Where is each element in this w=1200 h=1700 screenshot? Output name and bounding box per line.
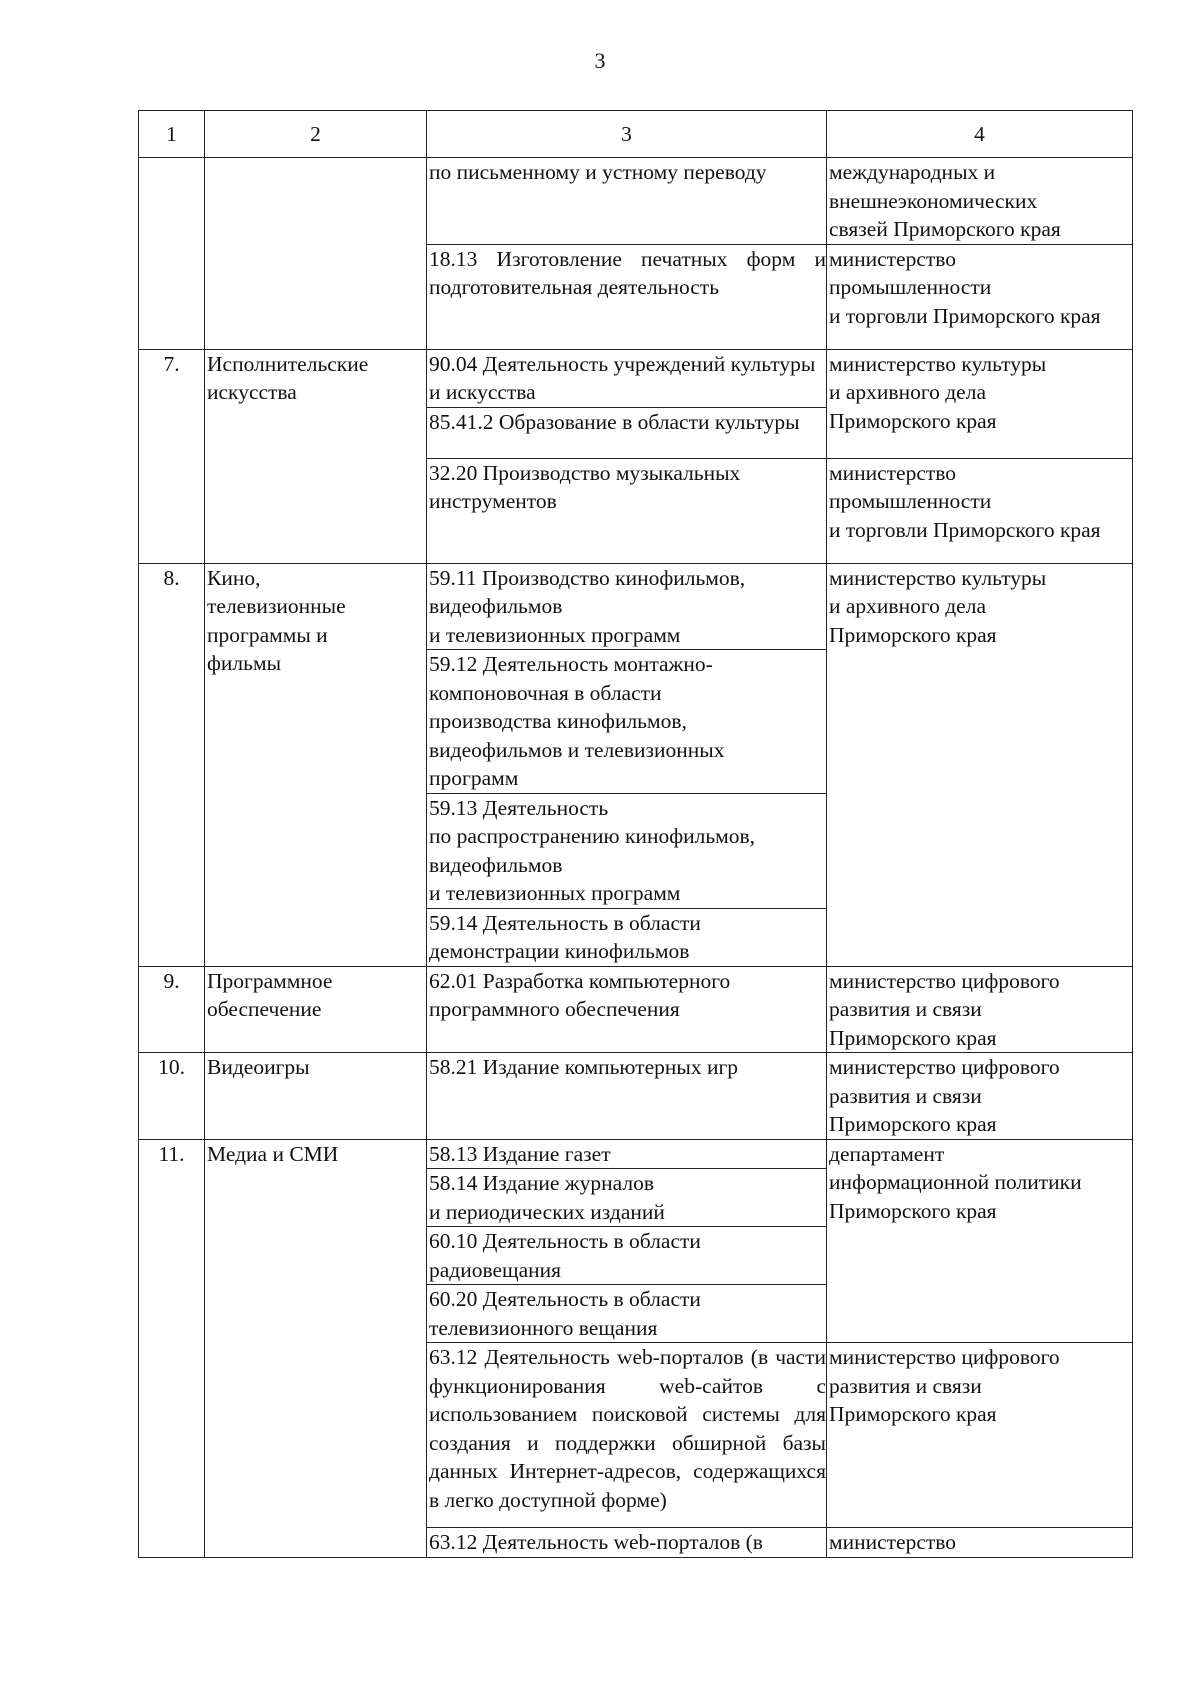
table-row (139, 1139, 1133, 1169)
okved-cell: 62.01 Разработка компьютерного программного обеспечения (427, 966, 827, 1053)
table-row (139, 966, 1133, 1053)
authority-cell: министерство промышленности и торговли Приморского края (827, 458, 1133, 563)
sphere-cell: Видеоигры (205, 1053, 427, 1140)
okved-cell: 59.12 Деятельность монтажно- компоновочная в области производства кинофильмов, видеофильмов и телевизионных программ (427, 650, 827, 794)
table-row (139, 158, 1133, 245)
table-row (139, 1053, 1133, 1140)
row-number-cell: 11. (139, 1139, 205, 1557)
sphere-cell: Кино, телевизионные программы и фильмы (205, 563, 427, 966)
row-number-cell: 10. (139, 1053, 205, 1140)
authority-cell: министерство культуры и архивного дела Приморского края (827, 563, 1133, 966)
row-number-cell: 7. (139, 349, 205, 563)
authority-cell: министерство цифрового развития и связи Приморского края (827, 1053, 1133, 1140)
header-cell-3: 3 (427, 111, 827, 158)
okved-cell: 90.04 Деятельность учреждений культуры и искусства (427, 349, 827, 407)
sphere-cell: Медиа и СМИ (205, 1139, 427, 1557)
industries-table (138, 110, 1133, 1558)
authority-cell: министерство промышленности и торговли Приморского края (827, 244, 1133, 349)
okved-cell: 58.14 Издание журналов и периодических изданий (427, 1169, 827, 1227)
table-row (139, 349, 1133, 407)
okved-cell: 59.11 Производство кинофильмов, видеофильмов и телевизионных программ (427, 563, 827, 650)
okved-cell: 60.20 Деятельность в области телевизионного вещания (427, 1285, 827, 1343)
sphere-cell: Исполнительские искусства (205, 349, 427, 563)
row-number-cell: 8. (139, 563, 205, 966)
okved-cell: 59.13 Деятельность по распространению кинофильмов, видеофильмов и телевизионных программ (427, 793, 827, 908)
table-header-row (139, 111, 1133, 158)
okved-cell: по письменному и устному переводу (427, 158, 827, 245)
authority-cell: министерство цифрового развития и связи Приморского края (827, 1343, 1133, 1528)
okved-cell: 58.13 Издание газет (427, 1139, 827, 1169)
okved-cell: 60.10 Деятельность в области радиовещания (427, 1227, 827, 1285)
authority-cell: министерство цифрового развития и связи Приморского края (827, 966, 1133, 1053)
okved-cell: 63.12 Деятельность web-порталов (в (427, 1528, 827, 1558)
authority-cell: департамент информационной политики Приморского края (827, 1139, 1133, 1343)
okved-cell: 85.41.2 Образование в области культуры (427, 407, 827, 458)
authority-cell: министерство культуры и архивного дела Приморского края (827, 349, 1133, 458)
okved-cell: 32.20 Производство музыкальных инструментов (427, 458, 827, 563)
header-cell-2: 2 (205, 111, 427, 158)
okved-cell: 18.13 Изготовление печатных форм и подготовительная деятельность (427, 244, 827, 349)
header-cell-4: 4 (827, 111, 1133, 158)
authority-cell: международных и внешнеэкономических связей Приморского края (827, 158, 1133, 245)
table-row (139, 563, 1133, 650)
page-number: 3 (594, 48, 606, 73)
sphere-cell (205, 158, 427, 350)
okved-cell: 59.14 Деятельность в области демонстрации кинофильмов (427, 908, 827, 966)
okved-cell: 63.12 Деятельность web-порталов (в части функционирования web-сайтов с использованием поисковой системы для создания и поддержки обширной базы данных Интернет-адресов, содержащихся в легко доступной форме) (427, 1343, 827, 1528)
header-cell-1: 1 (139, 111, 205, 158)
authority-cell: министерство (827, 1528, 1133, 1558)
row-number-cell (139, 158, 205, 350)
sphere-cell: Программное обеспечение (205, 966, 427, 1053)
okved-cell: 58.21 Издание компьютерных игр (427, 1053, 827, 1140)
row-number-cell: 9. (139, 966, 205, 1053)
